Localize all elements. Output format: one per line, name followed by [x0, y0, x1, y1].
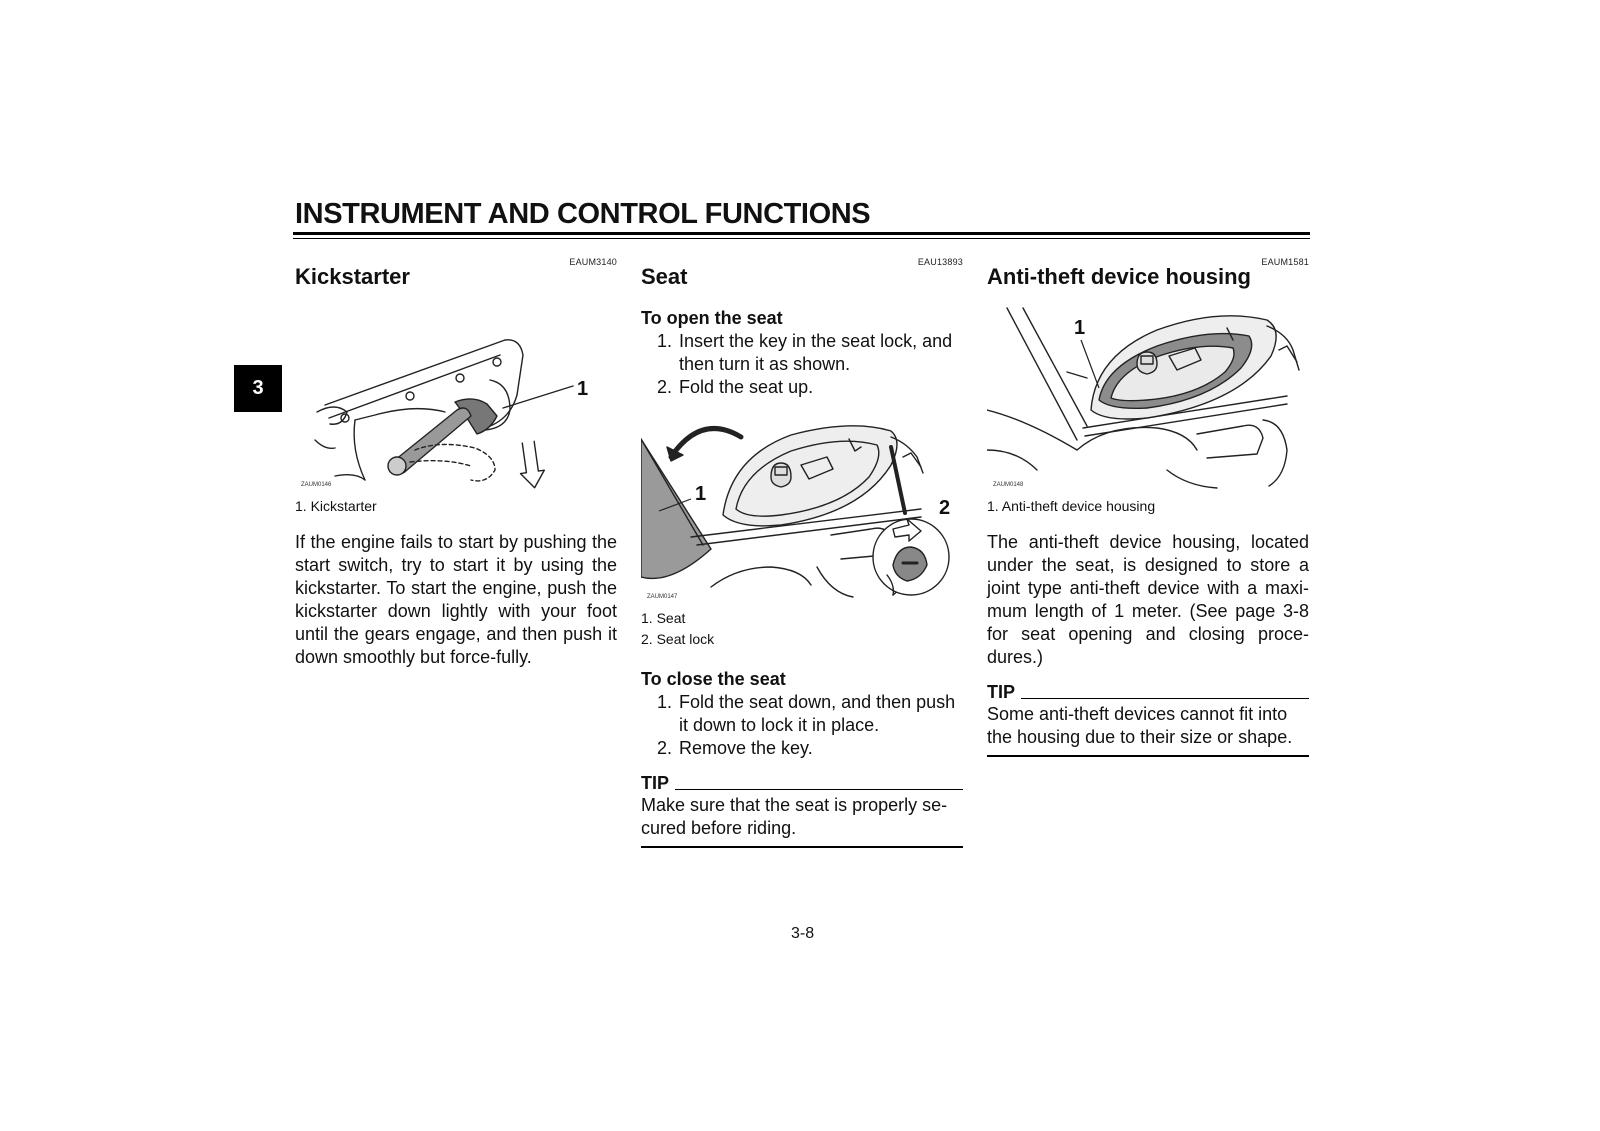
- kickstarter-title: Kickstarter: [295, 264, 410, 289]
- step-number: 2.: [656, 377, 672, 397]
- kickstarter-callout-1: 1: [577, 378, 589, 400]
- seat-section: [641, 254, 963, 848]
- title-rule-thick: [293, 232, 1310, 235]
- step-text: Remove the key.: [679, 738, 813, 758]
- page-number: 3-8: [791, 925, 815, 942]
- close-seat-steps: [641, 691, 963, 760]
- seat-captions: [641, 608, 963, 650]
- step-text: Fold the seat down, and then push it down to lock it in place.: [679, 692, 956, 735]
- title-rule-thin: [293, 238, 1310, 239]
- close-seat-step: [641, 737, 963, 760]
- tip-label: TIP: [987, 682, 1016, 702]
- chapter-tab: 3: [234, 365, 282, 412]
- seat-lock-caption: 2. Seat lock: [641, 631, 715, 647]
- open-seat-step: [641, 376, 963, 399]
- seat-caption: 1. Seat: [641, 610, 686, 626]
- antitheft-captions: [987, 496, 1309, 517]
- seat-figure: [641, 417, 963, 602]
- antitheft-title: Anti-theft device housing: [987, 264, 1251, 289]
- close-seat-step: [641, 691, 963, 737]
- seat-figure-code: ZAUM0147: [647, 594, 678, 600]
- step-number: 2.: [656, 738, 672, 758]
- seat-title: Seat: [641, 264, 688, 289]
- kickstarter-captions: [295, 496, 617, 517]
- antitheft-tip-text: Some anti-theft devices cannot fit into the housing due to their size or shape.: [987, 704, 1293, 747]
- tip-heading: [987, 681, 1309, 703]
- open-seat-heading: To open the seat: [641, 308, 783, 328]
- open-seat-step: [641, 330, 963, 376]
- antitheft-figure-code: ZAUM0148: [993, 482, 1024, 488]
- open-seat-steps: [641, 330, 963, 399]
- antitheft-body: The anti-theft device housing, located under the seat, is designed to store a joint type anti-theft device with a maxi-mum length of 1 meter. (See page 3-8 for seat opening and closing proce-dures.): [987, 532, 1309, 667]
- page-title: INSTRUMENT AND CONTROL FUNCTIONS: [295, 198, 871, 230]
- kickstarter-body: If the engine fails to start by pushing the start switch, try to start it by using the kickstarter. To start the engine, push the kickstarter down lightly with your foot until the gears engage, and then push it down smoothly but force-fully.: [295, 532, 617, 667]
- tip-rule: [675, 789, 963, 790]
- kickstarter-section: [295, 254, 617, 669]
- antitheft-ref-code: EAUM1581: [1261, 257, 1309, 267]
- close-seat-heading: To close the seat: [641, 669, 786, 689]
- seat-callout-1: 1: [695, 483, 707, 505]
- seat-tip: [641, 772, 963, 848]
- seat-tip-text: Make sure that the seat is properly se-cured before riding.: [641, 795, 948, 838]
- kickstarter-ref-code: EAUM3140: [569, 257, 617, 267]
- tip-rule: [1021, 698, 1309, 699]
- step-number: 1.: [656, 692, 672, 712]
- seat-ref-code: EAU13893: [917, 257, 963, 267]
- antitheft-illustration: [987, 300, 1309, 490]
- tip-heading: [641, 772, 963, 794]
- antitheft-tip: [987, 681, 1309, 757]
- antitheft-figure: [987, 300, 1309, 490]
- antitheft-callout-1: 1: [1074, 317, 1086, 339]
- step-text: Fold the seat up.: [679, 377, 814, 397]
- tip-label: TIP: [641, 773, 670, 793]
- kickstarter-caption: 1. Kickstarter: [295, 498, 377, 514]
- kickstarter-figure-code: ZAUM0146: [301, 482, 332, 488]
- step-number: 1.: [656, 331, 672, 351]
- antitheft-caption: 1. Anti-theft device housing: [987, 498, 1156, 514]
- step-text: Insert the key in the seat lock, and then turn it as shown.: [679, 331, 953, 374]
- antitheft-section: [987, 254, 1309, 757]
- kickstarter-illustration: [295, 300, 617, 490]
- kickstarter-figure: [295, 300, 617, 490]
- seat-callout-2: 2: [939, 497, 951, 519]
- seat-illustration: [641, 417, 963, 602]
